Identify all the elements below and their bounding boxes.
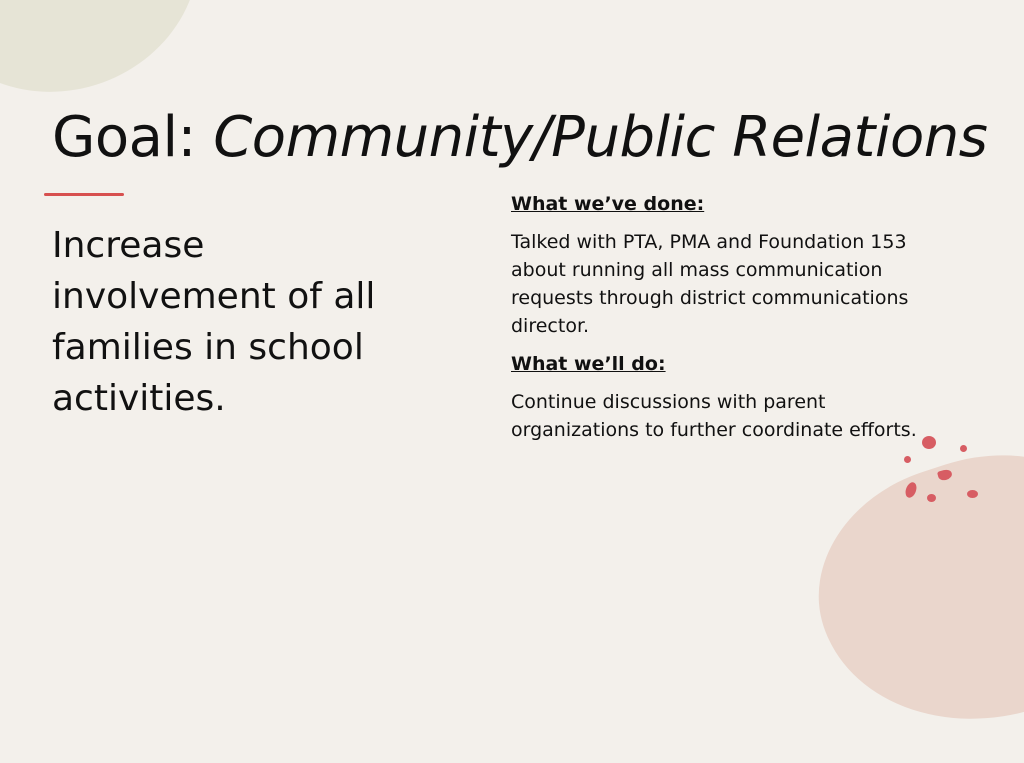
lead-text: Increase involvement of all families in school activities.: [52, 225, 376, 419]
decorative-dot: [960, 445, 967, 452]
done-text: Talked with PTA, PMA and Foundation 153 about running all mass communication requests through district communications director.: [511, 231, 909, 337]
todo-text: Continue discussions with parent organizations to further coordinate efforts.: [511, 391, 917, 441]
decorative-dot: [967, 490, 978, 498]
decorative-dot: [904, 456, 911, 463]
title-emphasis: Community/Public Relations: [213, 105, 988, 170]
slide-title: [52, 104, 987, 171]
content-column: [511, 190, 921, 454]
decorative-dot: [922, 436, 936, 449]
title-prefix: Goal:: [52, 105, 214, 170]
accent-line: [44, 193, 124, 196]
todo-heading: What we’ll do:: [511, 353, 666, 375]
decorative-dot: [927, 494, 936, 502]
decorative-blob-bottom: [788, 417, 1024, 763]
done-heading: What we’ve done:: [511, 193, 705, 215]
